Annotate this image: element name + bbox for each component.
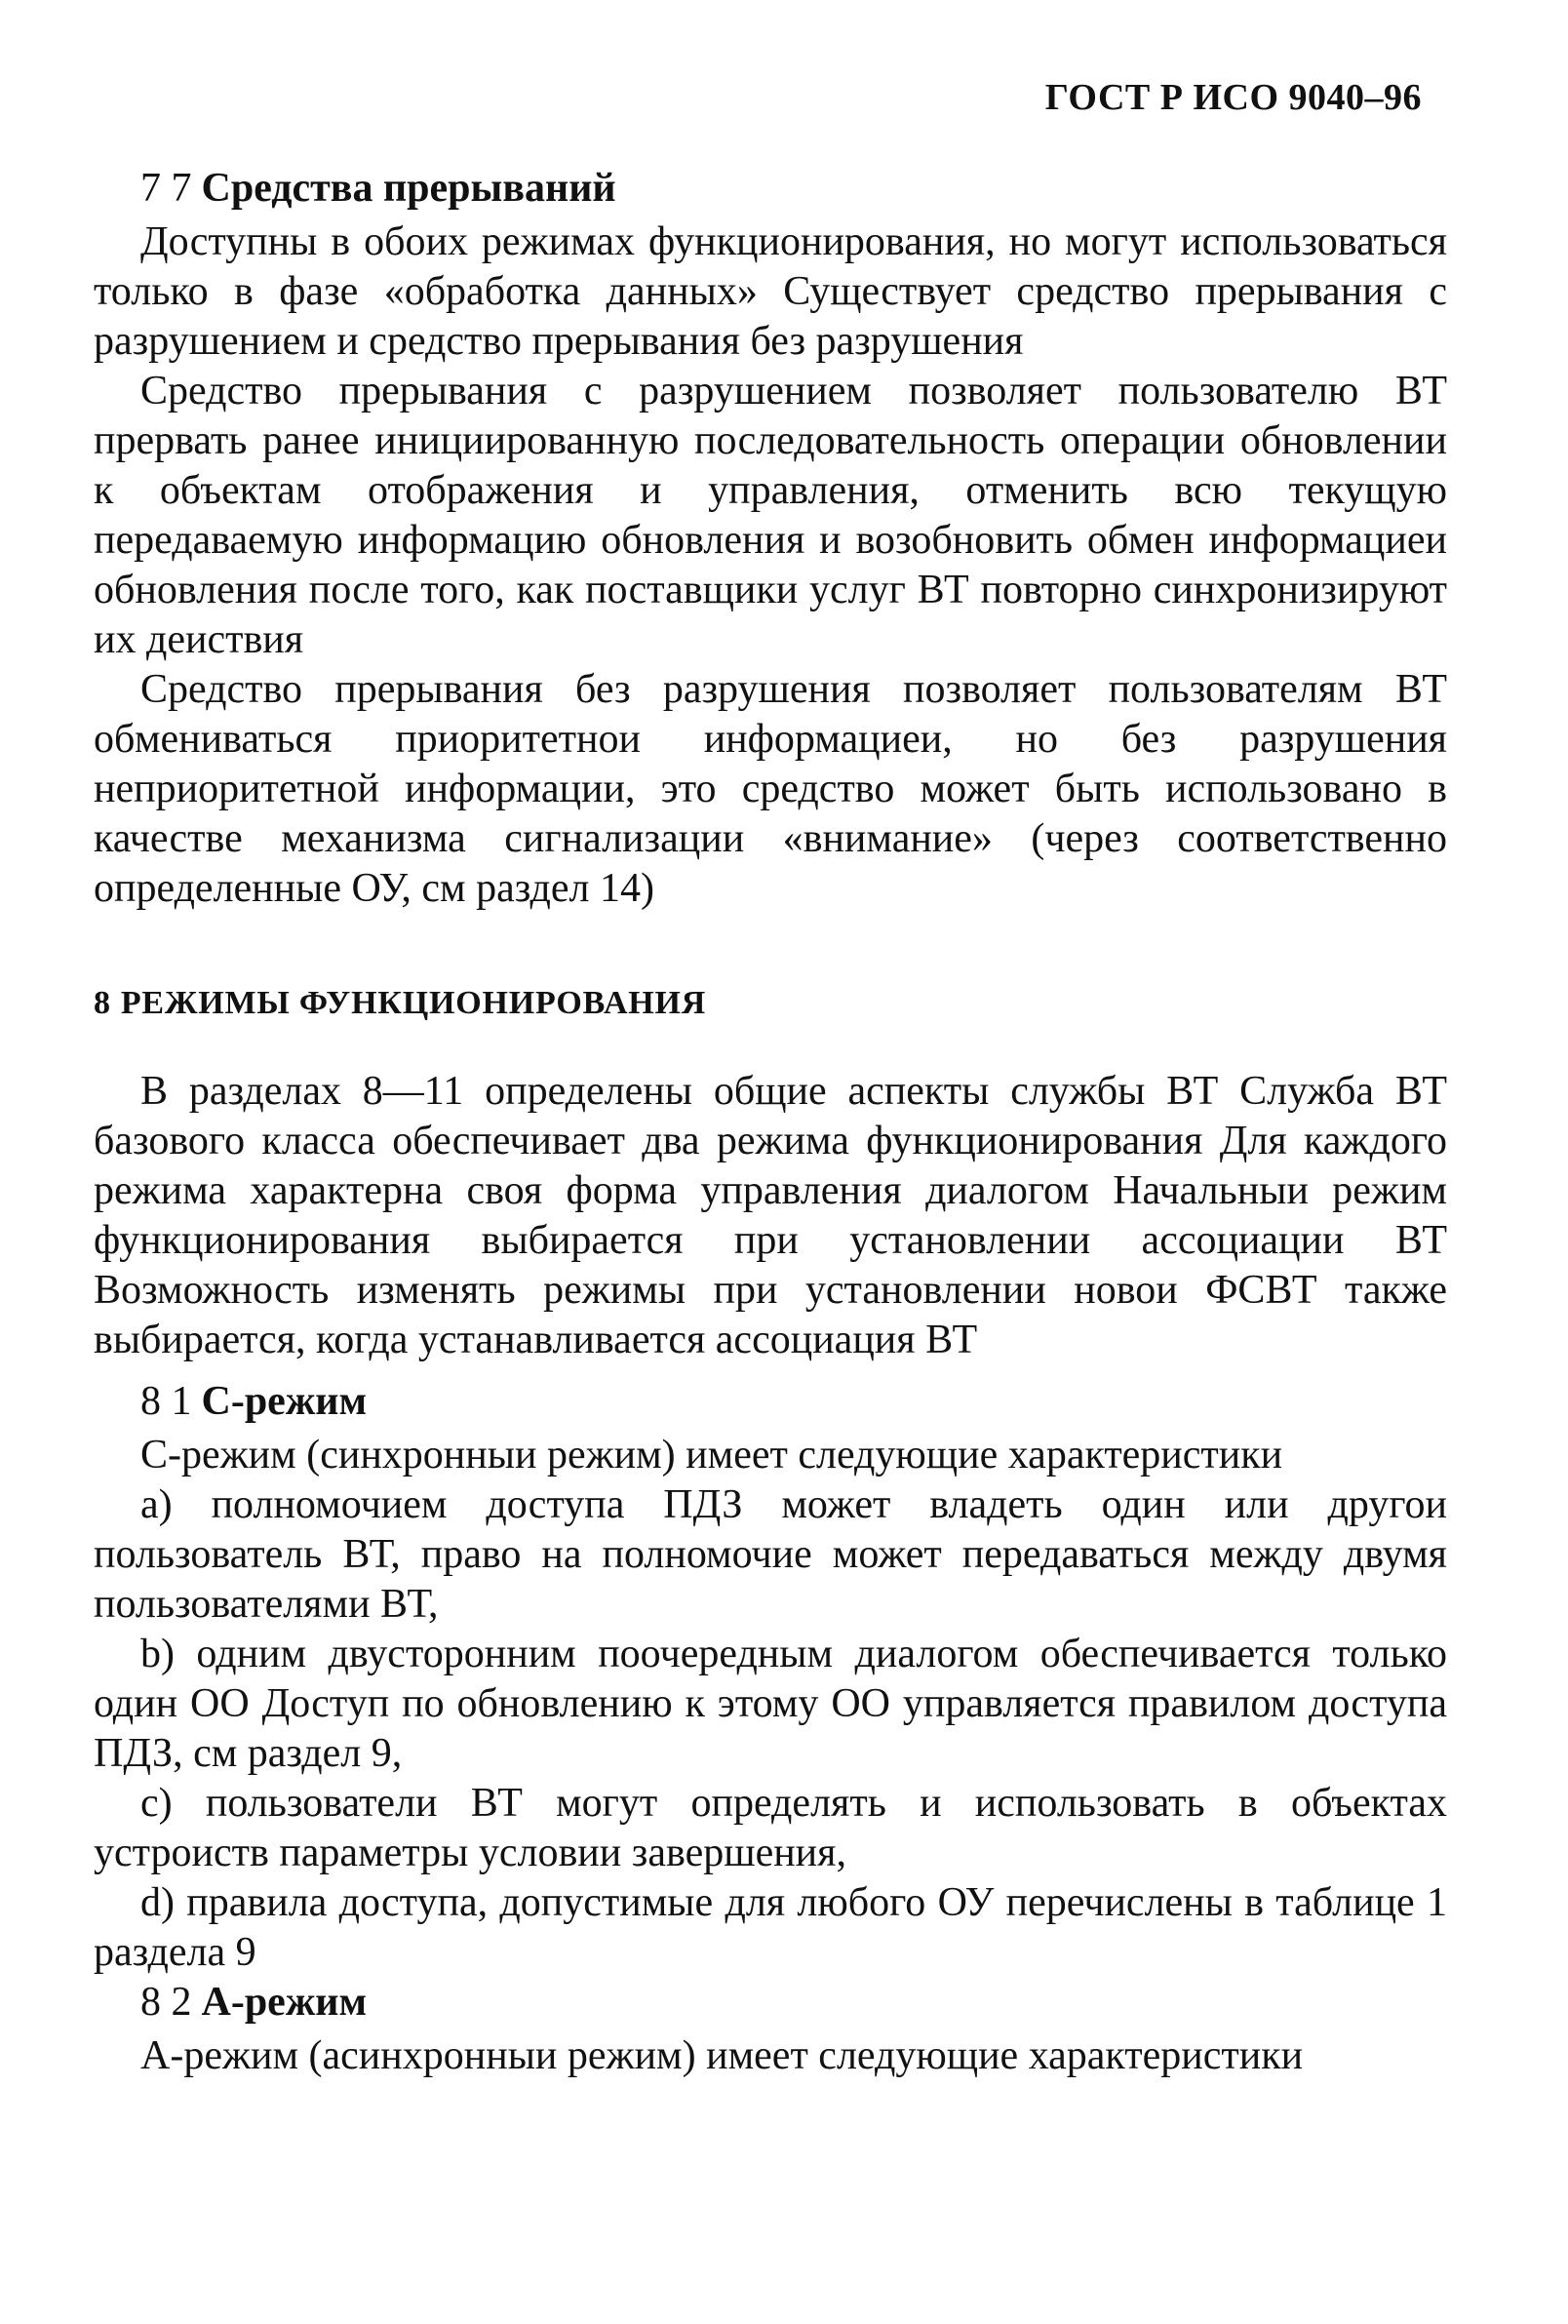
list-item: c) пользователи ВТ могут определять и использовать в объектах устроиств параметры условии завершения, — [94, 1781, 1447, 1875]
subsection-title: С-режим — [201, 1379, 368, 1424]
subsection-heading-8-1 — [94, 1377, 1447, 1427]
section-title: РЕЖИМЫ ФУНКЦИОНИРОВАНИЯ — [120, 985, 707, 1021]
list-item: d) правила доступа, допустимые для любого ОУ перечислены в таблице 1 раздела 9 — [94, 1880, 1447, 1975]
document-header: ГОСТ Р ИСО 9040–96 — [1044, 77, 1422, 118]
list-item: b) одним двусторонним поочередным диалогом обеспечивается только один ОО Доступ по обновлению к этому ОО управляется правилом доступа ПДЗ, см раздел 9, — [94, 1632, 1447, 1776]
paragraph: Средство прерывания без разрушения позволяет пользователям ВТ обмениваться приоритетнои информациеи, но без разрушения неприоритетной информации, это средство может быть использовано в качестве механизма сигнализации «внимание» (через соответственно определенные ОУ, см раздел 14) — [94, 667, 1447, 911]
subsection-number: 8 2 — [140, 1980, 192, 2025]
subsection-heading-8-2 — [94, 1978, 1447, 2028]
paragraph: А-режим (асинхронныи режим) имеет следующие характеристики — [140, 2033, 1304, 2078]
paragraph: С-режим (синхронныи режим) имеет следующие характеристики — [140, 1433, 1283, 1477]
paragraph: Доступны в обоих режимах функционирования, но могут использоваться только в фазе «обработка данных» Существует средство прерывания с разрушением и средство прерывания без разрушения — [94, 219, 1447, 364]
subsection-heading-7-7 — [94, 164, 1447, 214]
list-item: a) полномочием доступа ПДЗ может владеть один или другои пользователь ВТ, право на полномочие может передаваться между двумя пользователями ВТ, — [94, 1482, 1447, 1627]
subsection-title: Средства прерываний — [201, 166, 616, 211]
subsection-number: 7 7 — [140, 166, 192, 211]
document-body — [94, 164, 1447, 2081]
subsection-number: 8 1 — [140, 1379, 192, 1424]
section-number: 8 — [94, 985, 111, 1021]
paragraph: В разделах 8—11 определены общие аспекты службы ВТ Служба ВТ базового класса обеспечивает два режима функционирования Для каждого режима характерна своя форма управления диалогом Начальныи режим функционирования выбирается при установлении ассоциации ВТ Возможность изменять режимы при установлении новои ФСВТ также выбирается, когда устанавливается ассоциация ВТ — [94, 1069, 1447, 1362]
section-heading-8 — [94, 978, 1447, 1028]
subsection-title: А-режим — [201, 1980, 368, 2025]
paragraph: Средство прерывания с разрушением позволяет пользователю ВТ прервать ранее инициированную последовательность операции обновлении к объектам отображения и управления, отменить всю текущую передаваемую информацию обновления и возобновить обмен информациеи обновления после того, как поставщики услуг ВТ повторно синхронизируют их деиствия — [94, 369, 1447, 662]
